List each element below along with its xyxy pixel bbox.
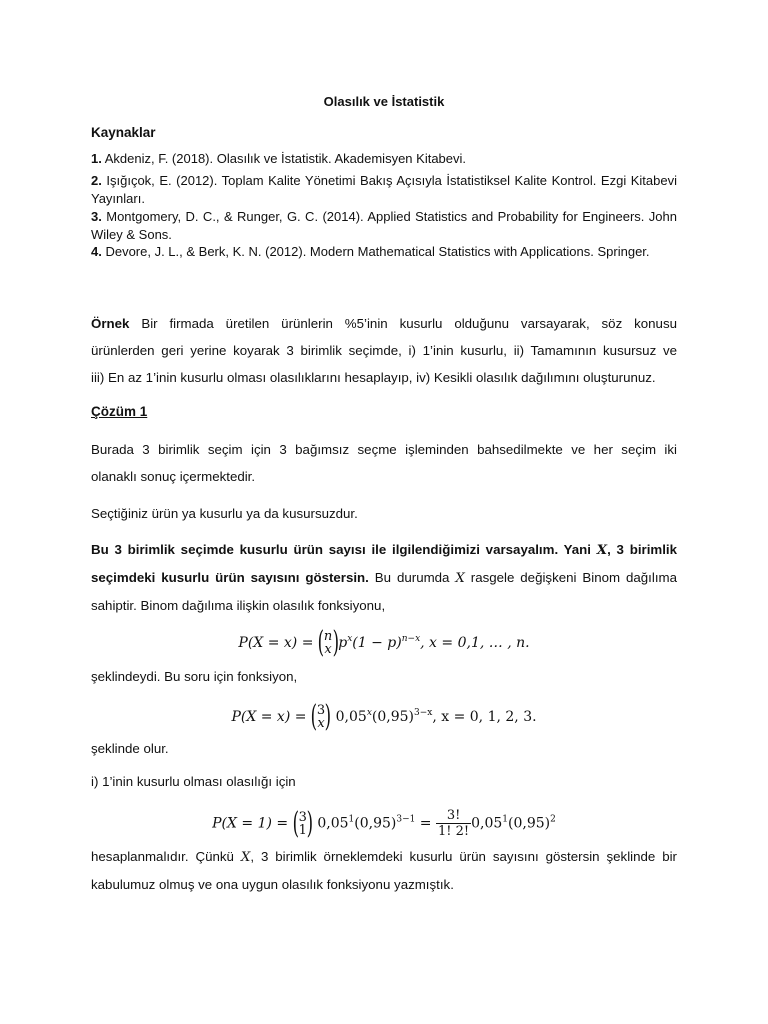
binomial-coefficient: ( 3 x ): [311, 704, 331, 730]
reference-text: Devore, J. L., & Berk, K. N. (2012). Modern Mathematical Statistics with Applications. Springer.: [101, 244, 650, 259]
reference-item: [91, 172, 677, 208]
binomial-coefficient: ( 3 1 ): [293, 811, 313, 837]
solution-paragraph: şeklindeydi. Bu soru için fonksiyon,: [91, 669, 298, 684]
solution-paragraph: Seçtiğiniz ürün ya kusurlu ya da kusursuzdur.: [91, 506, 358, 521]
reference-number: 4.: [91, 244, 102, 259]
solution-paragraph: Bu 3 birimlik seçimde kusurlu ürün sayısı ile ilgilendiğimizi varsayalım. Yani X, 3 birimlik seçimdeki kusurlu ürün sayısını göstersin. Bu durumda X rasgele değişkeni Binom dağılıma sahiptir. Binom dağılıma ilişkin olasılık fonksiyonu,: [91, 542, 677, 613]
binomial-formula: P(X = x) = ( n x ) $p^x(1 - p)^{n-x}$, x = 0,1, … , n.: [91, 630, 677, 656]
specific-formula: P(X = x) = ( 3 x ) $0,05^x(0,95)^{3-x}$, x = 0, 1, 2, 3.: [91, 704, 677, 730]
solution-paragraph: şeklinde olur.: [91, 741, 169, 756]
example-label: Örnek: [91, 316, 130, 331]
document-title: Olasılık ve İstatistik: [323, 94, 445, 109]
binomial-coefficient: ( n x ): [318, 630, 338, 656]
example-line: Örnek Bir firmada üretilen ürünlerin %5’inin kusurlu olduğunu varsayarak, söz konusu: [91, 316, 677, 331]
references-heading: Kaynaklar: [91, 125, 156, 140]
reference-text: Işığıçok, E. (2012). Toplam Kalite Yönetimi Bakış Açısıyla İstatistiksel Kalite Kontrol. Ezgi Kitabevi Yayınları.: [91, 173, 677, 206]
solution-heading: Çözüm 1: [91, 404, 148, 419]
solution-paragraph: i) 1’inin kusurlu olması olasılığı için: [91, 774, 296, 789]
example-line: iii) En az 1’inin kusurlu olması olasılıklarını hesaplayıp, iv) Kesikli olasılık dağılımını oluşturunuz.: [91, 370, 656, 385]
reference-number: 2.: [91, 173, 102, 188]
reference-number: 3.: [91, 209, 102, 224]
example-paragraph: [91, 310, 677, 391]
reference-text: Akdeniz, F. (2018). Olasılık ve İstatistik. Akademisyen Kitabevi.: [101, 151, 467, 166]
reference-item: [91, 150, 677, 168]
reference-item: [91, 243, 677, 261]
probability-calculation: P(X = 1) = ( 3 1 ) $0,05^1(0,95)^{3-1}$ = $\frac{3!}{1! 2!}$ $0,05^1(0,95)^2$: [91, 808, 677, 839]
fraction: $\frac{3!}{1! 2!}$: [438, 808, 470, 839]
solution-paragraph: hesaplanmalıdır. Çünkü X, 3 birimlik örneklemdeki kusurlu ürün sayısını göstersin şeklinde bir kabulumuz olmuş ve ona uygun olasılık fonksiyonu yazmıştık.: [91, 849, 677, 892]
reference-item: [91, 208, 677, 244]
reference-text: Montgomery, D. C., & Runger, G. C. (2014). Applied Statistics and Probability for Engineers. John Wiley & Sons.: [91, 209, 677, 242]
solution-paragraph: Burada 3 birimlik seçim için 3 bağımsız seçme işleminden bahsedilmekte ve her seçim iki olanaklı sonuç içermektedir.: [91, 442, 677, 484]
reference-number: 1.: [91, 151, 102, 166]
example-line: ürünlerden geri yerine koyarak 3 birimlik seçimde, i) 1’inin kusurlu, ii) Tamamının kusursuz ve: [91, 343, 677, 358]
